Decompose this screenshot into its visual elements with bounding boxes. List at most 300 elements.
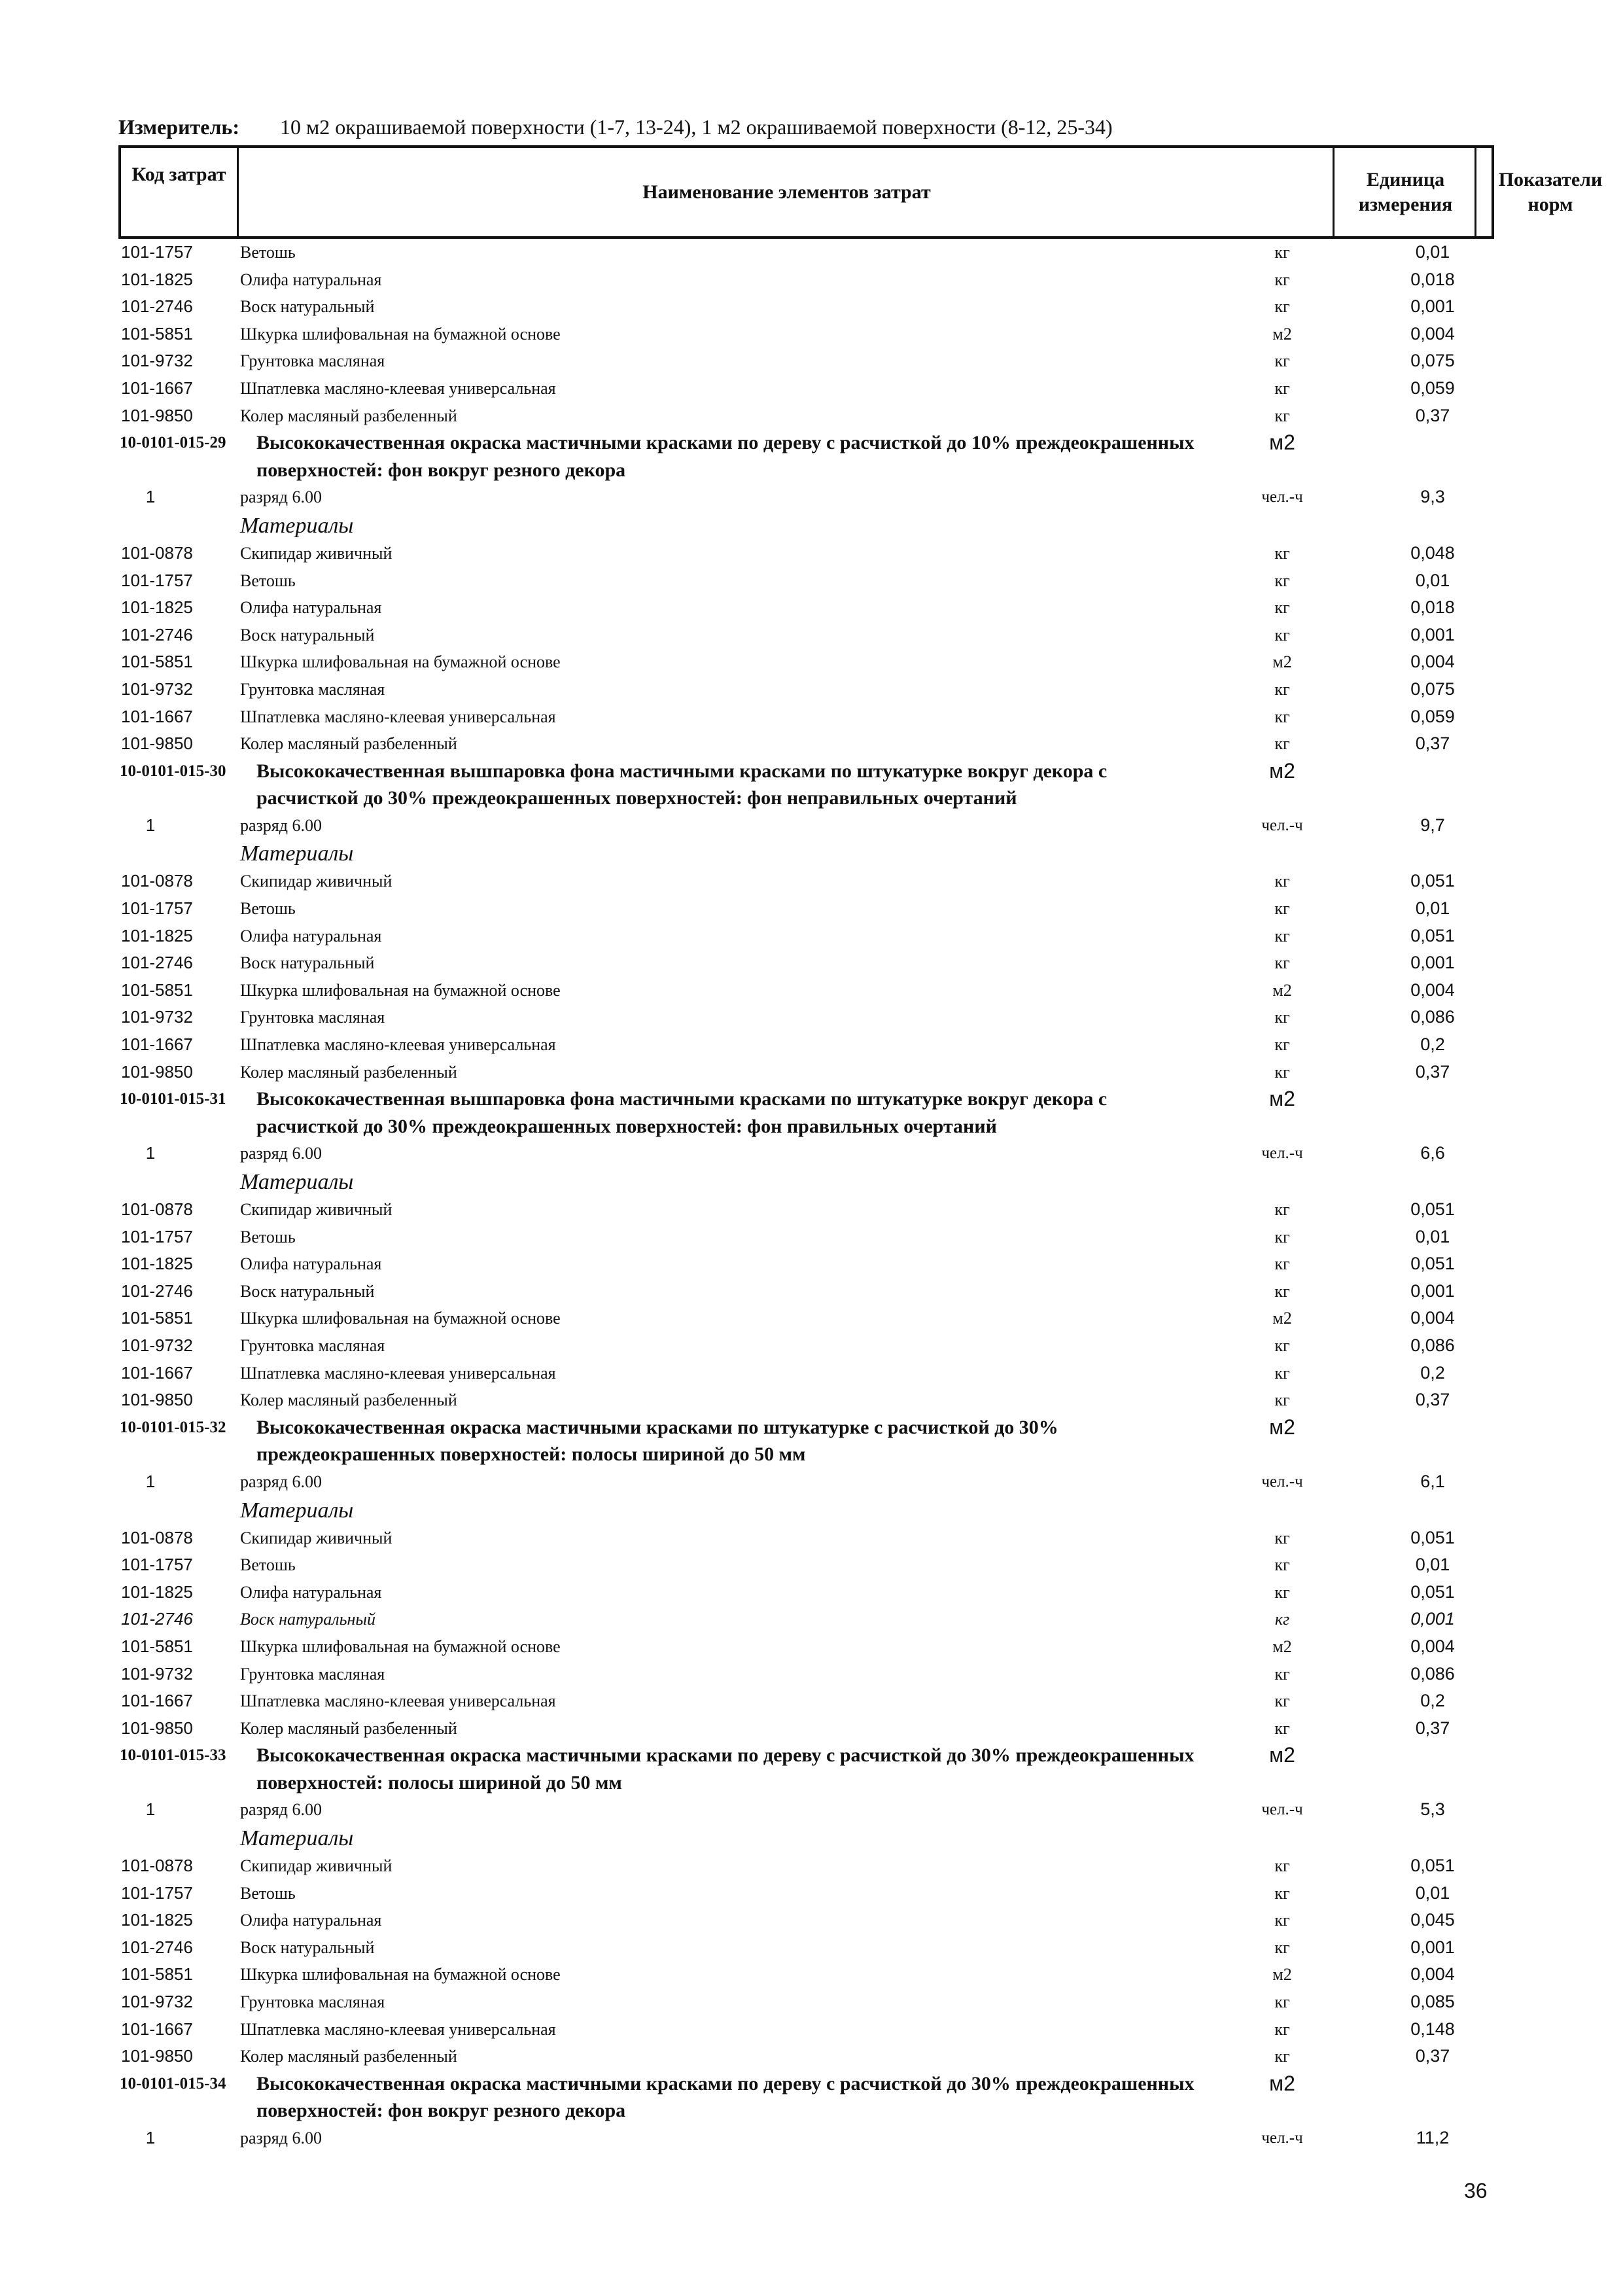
row-value: 0,051 (1410, 1581, 1455, 1602)
row-code: 101-1667 (121, 378, 193, 398)
row-code: 1 (145, 1143, 156, 1163)
table-row (0, 1907, 1623, 1934)
row-code: 101-9732 (121, 1992, 193, 2012)
row-unit: кг (1274, 707, 1290, 726)
measure-line (118, 115, 1113, 139)
row-value: 0,37 (1415, 1390, 1450, 1410)
row-name: Олифа натуральная (240, 1254, 382, 1274)
row-code: 101-9732 (121, 1007, 193, 1027)
page-number: 36 (1464, 2179, 1488, 2202)
row-name: Шпатлевка масляно-клеевая универсальная (240, 1035, 556, 1055)
section-heading-row (0, 1742, 1623, 1796)
section-title: Высококачественная окраска мастичными красками по дереву с расчисткой до 30% преждеокрашенных поверхностей: полосы шириной до 50 мм (256, 1744, 1195, 1793)
row-name: разряд 6.00 (240, 1800, 322, 1820)
row-value: 0,045 (1410, 1910, 1455, 1930)
row-unit: кг (1274, 406, 1290, 425)
row-value: 0,075 (1410, 351, 1455, 371)
row-unit: кг (1274, 1062, 1290, 1082)
row-unit: м2 (1272, 652, 1292, 672)
row-name: Шкурка шлифовальная на бумажной основе (240, 324, 561, 344)
row-unit: кг (1274, 1227, 1290, 1246)
row-unit: кг (1274, 1582, 1290, 1602)
row-unit: чел.-ч (1261, 1801, 1303, 1819)
materials-label: Материалы (240, 1170, 354, 1194)
row-code: 101-1667 (121, 1034, 193, 1055)
row-value: 0,37 (1415, 1061, 1450, 1082)
table-row (0, 1525, 1623, 1552)
row-name: разряд 6.00 (240, 815, 322, 835)
row-unit: кг (1274, 297, 1290, 317)
row-name: разряд 6.00 (240, 1144, 322, 1163)
row-code: 101-1757 (121, 1882, 193, 1903)
row-code: 101-1667 (121, 1362, 193, 1383)
row-code: 101-0878 (121, 1527, 193, 1547)
row-unit: кг (1274, 2019, 1290, 2039)
row-value: 0,01 (1415, 1882, 1450, 1903)
row-value: 0,004 (1410, 1308, 1455, 1328)
row-code: 1 (145, 1471, 156, 1491)
section-title: Высококачественная вышпаровка фона мастичными красками по штукатурке вокруг декора с расчисткой до 30% преждеокрашенных поверхностей: фон правильных очертаний (256, 1088, 1108, 1137)
row-code: 101-9850 (121, 405, 193, 425)
row-code: 101-2746 (121, 1609, 193, 1629)
labor-row (0, 1140, 1623, 1167)
row-code: 101-5851 (121, 1308, 193, 1328)
row-name: Грунтовка масляная (240, 1335, 385, 1355)
row-value: 0,2 (1420, 1034, 1445, 1055)
labor-row (0, 812, 1623, 839)
section-title: Высококачественная вышпаровка фона мастичными красками по штукатурке вокруг декора с расчисткой до 30% преждеокрашенных поверхностей: фон неправильных очертаний (256, 760, 1108, 809)
row-value: 0,37 (1415, 2046, 1450, 2066)
row-code: 1 (145, 1799, 156, 1820)
row-value: 0,004 (1410, 980, 1455, 1000)
table-row (0, 1551, 1623, 1579)
row-value: 0,018 (1410, 597, 1455, 618)
row-unit: кг (1274, 1254, 1290, 1274)
row-value: 0,051 (1410, 1199, 1455, 1219)
row-code: 101-1825 (121, 269, 193, 289)
row-unit: кг (1274, 2047, 1290, 2066)
row-value: 0,048 (1410, 542, 1455, 563)
row-value: 5,3 (1420, 1799, 1445, 1820)
materials-heading-row (0, 511, 1623, 540)
section-unit: м2 (1269, 1087, 1295, 1111)
row-name: разряд 6.00 (240, 1472, 322, 1491)
materials-label: Материалы (240, 841, 354, 866)
row-name: Ветошь (240, 899, 296, 919)
table-row (0, 1633, 1623, 1661)
row-name: Колер масляный разбеленный (240, 1718, 457, 1738)
table-row (0, 1224, 1623, 1251)
row-name: Колер масляный разбеленный (240, 406, 457, 425)
row-code: 101-9850 (121, 2046, 193, 2066)
section-title: Высококачественная окраска мастичными красками по штукатурке с расчисткой до 30% преждеокрашенных поверхностей: полосы шириной до 50 мм (256, 1416, 1058, 1466)
row-value: 0,01 (1415, 570, 1450, 590)
row-value: 0,059 (1410, 706, 1455, 726)
section-unit: м2 (1269, 2071, 1295, 2095)
row-name: Грунтовка масляная (240, 1992, 385, 2012)
row-unit: кг (1274, 1035, 1290, 1055)
row-code: 1 (145, 815, 156, 835)
row-value: 0,001 (1410, 624, 1455, 645)
table-row (0, 540, 1623, 567)
table-row (0, 703, 1623, 731)
row-code: 101-0878 (121, 542, 193, 563)
table-row (0, 622, 1623, 649)
row-code: 1 (145, 2128, 156, 2147)
section-unit: м2 (1269, 1415, 1295, 1439)
row-value: 0,051 (1410, 1856, 1455, 1876)
row-name: Ветошь (240, 1883, 296, 1903)
row-code: 101-9850 (121, 733, 193, 754)
row-name: Шкурка шлифовальная на бумажной основе (240, 980, 561, 1000)
row-name: Воск натуральный (240, 1937, 375, 1957)
row-name: разряд 6.00 (240, 2128, 322, 2147)
row-unit: чел.-ч (1261, 1472, 1303, 1491)
materials-heading-row (0, 1167, 1623, 1196)
row-unit: м2 (1272, 1309, 1292, 1328)
row-unit: кг (1274, 270, 1290, 289)
row-unit: чел.-ч (1261, 2129, 1303, 2147)
section-title: Высококачественная окраска мастичными красками по дереву с расчисткой до 10% преждеокрашенных поверхностей: фон вокруг резного декора (256, 432, 1195, 481)
table-row (0, 676, 1623, 703)
table-row (0, 1360, 1623, 1387)
row-unit: кг (1274, 899, 1290, 919)
row-code: 101-5851 (121, 652, 193, 672)
header-code: Код затрат (131, 164, 226, 185)
row-value: 0,001 (1410, 1280, 1455, 1301)
row-value: 0,37 (1415, 733, 1450, 754)
table-row (0, 1661, 1623, 1688)
row-code: 101-1825 (121, 1581, 193, 1602)
table-row (0, 1278, 1623, 1305)
row-unit: кг (1274, 1992, 1290, 2012)
section-title: Высококачественная окраска мастичными красками по дереву с расчисткой до 30% преждеокрашенных поверхностей: фон вокруг резного декора (256, 2072, 1195, 2122)
row-value: 0,01 (1415, 898, 1450, 919)
row-name: Олифа натуральная (240, 1911, 382, 1930)
table-row (0, 977, 1623, 1004)
section-unit: м2 (1269, 1743, 1295, 1767)
table-row (0, 594, 1623, 622)
section-code: 10-0101-015-29 (120, 434, 226, 452)
table-row (0, 648, 1623, 676)
table-row (0, 1687, 1623, 1715)
materials-heading-row (0, 1824, 1623, 1852)
row-value: 0,148 (1410, 2019, 1455, 2039)
row-value: 0,018 (1410, 269, 1455, 289)
row-unit: кг (1274, 872, 1290, 891)
header-unit: Единица измерения (1333, 148, 1476, 236)
row-name: Скипидар живичный (240, 872, 393, 891)
row-unit: кг (1274, 598, 1290, 618)
materials-label: Материалы (240, 1498, 354, 1523)
row-unit: м2 (1272, 980, 1292, 1000)
row-value: 0,2 (1420, 1691, 1445, 1711)
table-row (0, 895, 1623, 923)
table-row (0, 321, 1623, 348)
row-code: 101-1757 (121, 242, 193, 262)
table-row (0, 923, 1623, 950)
row-value: 0,085 (1410, 1992, 1455, 2012)
table-row (0, 347, 1623, 375)
row-value: 0,37 (1415, 405, 1450, 425)
row-code: 101-9732 (121, 1335, 193, 1355)
row-code: 101-5851 (121, 980, 193, 1000)
section-code: 10-0101-015-34 (120, 2074, 226, 2093)
row-value: 0,004 (1410, 652, 1455, 672)
row-code: 101-1757 (121, 570, 193, 590)
row-value: 0,001 (1410, 1937, 1455, 1957)
row-code: 101-1667 (121, 2019, 193, 2039)
table-row (0, 1305, 1623, 1332)
row-value: 0,086 (1410, 1663, 1455, 1684)
row-code: 101-1757 (121, 1555, 193, 1575)
row-unit: кг (1274, 625, 1290, 645)
row-code: 101-1757 (121, 898, 193, 919)
row-unit: м2 (1272, 1636, 1292, 1656)
row-name: Шкурка шлифовальная на бумажной основе (240, 1636, 561, 1656)
row-value: 0,004 (1410, 323, 1455, 344)
row-unit: кг (1274, 1937, 1290, 1957)
row-name: Скипидар живичный (240, 1856, 393, 1876)
row-unit: кг (1274, 734, 1290, 754)
row-value: 0,059 (1410, 378, 1455, 398)
row-code: 101-1667 (121, 1691, 193, 1711)
section-heading-row (0, 2070, 1623, 2125)
table-row (0, 1031, 1623, 1059)
table-row (0, 1715, 1623, 1742)
row-name: Грунтовка масляная (240, 679, 385, 699)
row-unit: кг (1274, 1691, 1290, 1711)
row-value: 6,1 (1420, 1471, 1445, 1491)
section-unit: м2 (1269, 758, 1295, 783)
table-row (0, 1386, 1623, 1414)
row-name: Колер масляный разбеленный (240, 1062, 457, 1082)
table-row (0, 567, 1623, 595)
table-row (0, 239, 1623, 266)
materials-heading-row (0, 839, 1623, 868)
row-unit: кг (1274, 543, 1290, 563)
table-header (118, 145, 1603, 239)
row-name: Олифа натуральная (240, 1582, 382, 1602)
row-value: 6,6 (1420, 1143, 1445, 1163)
row-code: 101-1667 (121, 706, 193, 726)
table-row (0, 1852, 1623, 1880)
table-row (0, 1059, 1623, 1086)
table-row (0, 402, 1623, 430)
row-value: 0,004 (1410, 1964, 1455, 1985)
row-value: 11,2 (1416, 2128, 1450, 2147)
row-code: 101-9732 (121, 679, 193, 699)
labor-row (0, 1796, 1623, 1824)
row-unit: кг (1274, 1664, 1290, 1684)
row-name: Олифа натуральная (240, 270, 382, 289)
row-name: Шкурка шлифовальная на бумажной основе (240, 1309, 561, 1328)
row-value: 0,001 (1410, 1609, 1455, 1629)
row-unit: кг (1274, 1555, 1290, 1575)
row-name: Колер масляный разбеленный (240, 734, 457, 754)
row-code: 101-1757 (121, 1226, 193, 1246)
row-name: Шпатлевка масляно-клеевая универсальная (240, 707, 556, 726)
header-norm: Показатели норм (1475, 148, 1623, 236)
materials-label: Материалы (240, 513, 354, 538)
header-name: Наименование элементов затрат (237, 148, 1335, 236)
table-body (0, 239, 1623, 2152)
row-code: 101-0878 (121, 871, 193, 891)
row-unit: кг (1274, 1363, 1290, 1383)
row-unit: кг (1274, 1528, 1290, 1547)
row-code: 101-1825 (121, 1254, 193, 1274)
row-code: 101-2746 (121, 953, 193, 973)
row-value: 0,01 (1415, 1226, 1450, 1246)
row-code: 101-1825 (121, 925, 193, 945)
row-code: 101-1825 (121, 597, 193, 618)
row-unit: кг (1274, 1008, 1290, 1027)
section-code: 10-0101-015-30 (120, 762, 226, 780)
measure-label: Измеритель: (118, 115, 239, 139)
row-name: Воск натуральный (240, 297, 375, 317)
row-unit: кг (1274, 926, 1290, 945)
row-unit: кг (1274, 1718, 1290, 1738)
row-unit: м2 (1272, 1965, 1292, 1985)
row-name: Воск натуральный (240, 1281, 375, 1301)
row-unit: чел.-ч (1261, 488, 1303, 506)
materials-heading-row (0, 1496, 1623, 1525)
row-value: 0,051 (1410, 1527, 1455, 1547)
table-row (0, 1579, 1623, 1606)
row-name: Ветошь (240, 1227, 296, 1246)
table-row (0, 1961, 1623, 1988)
table-row (0, 1880, 1623, 1907)
row-value: 0,01 (1415, 1555, 1450, 1575)
row-name: Шпатлевка масляно-клеевая универсальная (240, 1363, 556, 1383)
row-name: Скипидар живичный (240, 1528, 393, 1547)
table-row (0, 1004, 1623, 1031)
row-unit: кг (1274, 1335, 1290, 1355)
row-code: 101-2746 (121, 296, 193, 317)
table-row (0, 1250, 1623, 1278)
row-code: 101-9732 (121, 1663, 193, 1684)
row-unit: кг (1274, 351, 1290, 371)
section-heading-row (0, 758, 1623, 812)
row-code: 101-9732 (121, 351, 193, 371)
row-value: 0,075 (1410, 679, 1455, 699)
row-name: Ветошь (240, 1555, 296, 1575)
section-heading-row (0, 429, 1623, 484)
row-name: Колер масляный разбеленный (240, 2047, 457, 2066)
row-name: Шкурка шлифовальная на бумажной основе (240, 652, 561, 672)
measure-text: 10 м2 окрашиваемой поверхности (1-7, 13-24), 1 м2 окрашиваемой поверхности (8-12, 25-34) (280, 115, 1113, 139)
table-row (0, 949, 1623, 977)
row-name: Ветошь (240, 571, 296, 590)
row-name: Воск натуральный (240, 625, 375, 645)
row-code: 101-2746 (121, 1280, 193, 1301)
row-code: 101-9850 (121, 1718, 193, 1738)
row-code: 101-9850 (121, 1061, 193, 1082)
materials-label: Материалы (240, 1826, 354, 1851)
table-row (0, 2016, 1623, 2043)
table-row (0, 293, 1623, 321)
row-unit: кг (1274, 378, 1290, 398)
table-row (0, 1196, 1623, 1224)
row-name: Олифа натуральная (240, 598, 382, 618)
row-unit: кг (1274, 1883, 1290, 1903)
row-code: 101-2746 (121, 1937, 193, 1957)
row-name: Воск натуральный (240, 953, 375, 973)
row-code: 101-0878 (121, 1856, 193, 1876)
row-name: Скипидар живичный (240, 543, 393, 563)
table-row (0, 1988, 1623, 2016)
section-code: 10-0101-015-33 (120, 1746, 226, 1765)
table-row (0, 266, 1623, 294)
row-unit: кг (1274, 953, 1290, 973)
row-name: Воск натуральный (240, 1610, 375, 1629)
row-unit: кг (1274, 571, 1290, 590)
labor-row (0, 484, 1623, 511)
row-code: 101-2746 (121, 624, 193, 645)
row-value: 0,051 (1410, 925, 1455, 945)
row-name: Шпатлевка масляно-клеевая универсальная (240, 1691, 556, 1711)
row-unit: чел.-ч (1261, 816, 1303, 834)
row-value: 0,2 (1420, 1362, 1445, 1383)
section-unit: м2 (1269, 431, 1295, 455)
table-row (0, 730, 1623, 758)
row-code: 101-1825 (121, 1910, 193, 1930)
row-unit: кг (1274, 679, 1290, 699)
row-value: 0,001 (1410, 296, 1455, 317)
row-name: Колер масляный разбеленный (240, 1390, 457, 1410)
row-name: Шпатлевка масляно-клеевая универсальная (240, 378, 556, 398)
section-code: 10-0101-015-32 (120, 1418, 226, 1436)
row-value: 9,3 (1420, 487, 1445, 507)
row-name: Шпатлевка масляно-клеевая универсальная (240, 2019, 556, 2039)
row-code: 101-5851 (121, 1964, 193, 1985)
row-name: Олифа натуральная (240, 926, 382, 945)
table-row (0, 1332, 1623, 1360)
table-row (0, 868, 1623, 895)
row-value: 0,001 (1410, 953, 1455, 973)
row-name: Грунтовка масляная (240, 1664, 385, 1684)
row-unit: кг (1274, 1856, 1290, 1876)
row-name: разряд 6.00 (240, 487, 322, 507)
row-unit: кг (1274, 1200, 1290, 1219)
labor-row (0, 2125, 1623, 2152)
row-name: Скипидар живичный (240, 1200, 393, 1219)
section-heading-row (0, 1086, 1623, 1140)
row-value: 0,37 (1415, 1718, 1450, 1738)
labor-row (0, 1468, 1623, 1496)
table-row (0, 1606, 1623, 1633)
row-code: 101-0878 (121, 1199, 193, 1219)
row-unit: кг (1274, 1281, 1290, 1301)
row-unit: кг (1274, 1610, 1290, 1629)
row-unit: кг (1274, 243, 1290, 262)
row-code: 101-9850 (121, 1390, 193, 1410)
section-heading-row (0, 1414, 1623, 1468)
row-unit: кг (1274, 1390, 1290, 1410)
row-name: Шкурка шлифовальная на бумажной основе (240, 1965, 561, 1985)
row-value: 0,051 (1410, 1254, 1455, 1274)
row-value: 0,086 (1410, 1335, 1455, 1355)
row-code: 101-5851 (121, 323, 193, 344)
row-name: Грунтовка масляная (240, 351, 385, 371)
row-name: Ветошь (240, 243, 296, 262)
row-value: 0,01 (1415, 242, 1450, 262)
section-code: 10-0101-015-31 (120, 1090, 226, 1108)
table-row (0, 1934, 1623, 1962)
row-unit: м2 (1272, 324, 1292, 344)
row-unit: кг (1274, 1911, 1290, 1930)
row-code: 101-5851 (121, 1636, 193, 1656)
